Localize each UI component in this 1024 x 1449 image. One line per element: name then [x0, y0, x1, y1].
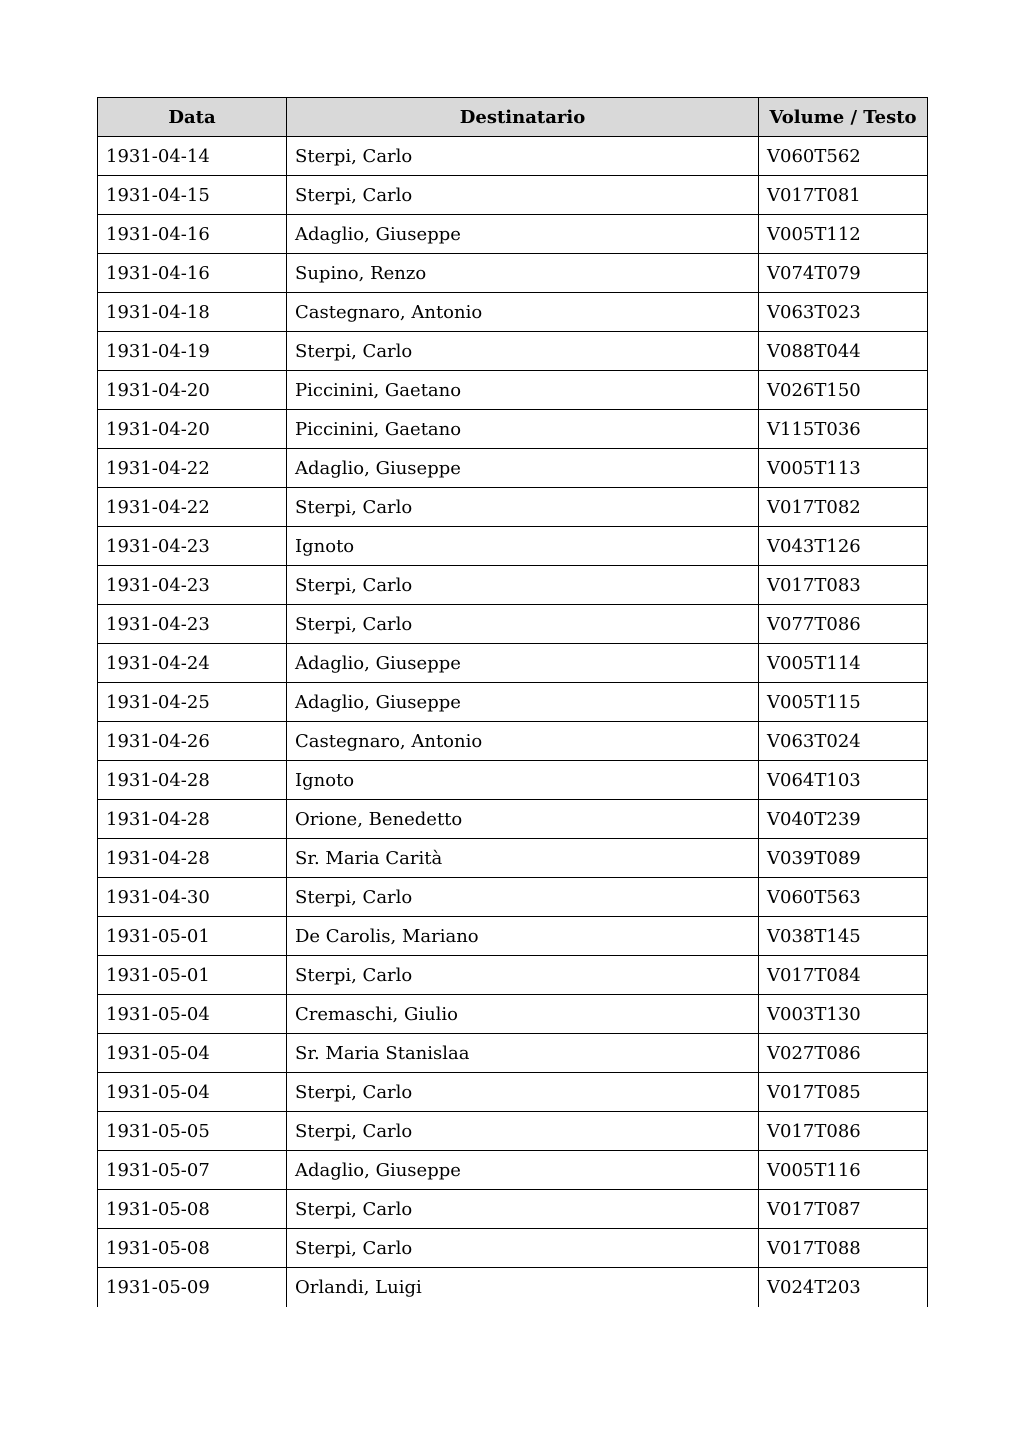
letters-table: [97, 97, 928, 1307]
cell-data: 1931-04-19: [98, 332, 287, 371]
cell-volume-testo: V017T085: [759, 1073, 928, 1112]
table-header-row: [98, 98, 928, 137]
cell-destinatario: Supino, Renzo: [287, 254, 759, 293]
cell-volume-testo: V017T082: [759, 488, 928, 527]
cell-data: 1931-05-05: [98, 1112, 287, 1151]
table-row: [98, 566, 928, 605]
cell-volume-testo: V115T036: [759, 410, 928, 449]
cell-data: 1931-05-04: [98, 1034, 287, 1073]
table-row: [98, 1268, 928, 1307]
table-row: [98, 1073, 928, 1112]
cell-volume-testo: V017T087: [759, 1190, 928, 1229]
cell-destinatario: Sterpi, Carlo: [287, 1073, 759, 1112]
table-row: [98, 332, 928, 371]
table-row: [98, 254, 928, 293]
cell-data: 1931-04-30: [98, 878, 287, 917]
cell-destinatario: Sterpi, Carlo: [287, 605, 759, 644]
cell-volume-testo: V017T086: [759, 1112, 928, 1151]
table-row: [98, 293, 928, 332]
cell-data: 1931-04-16: [98, 254, 287, 293]
cell-destinatario: Sterpi, Carlo: [287, 1112, 759, 1151]
cell-destinatario: Adaglio, Giuseppe: [287, 1151, 759, 1190]
cell-data: 1931-04-22: [98, 488, 287, 527]
cell-destinatario: Castegnaro, Antonio: [287, 722, 759, 761]
cell-volume-testo: V060T562: [759, 137, 928, 176]
cell-destinatario: Sterpi, Carlo: [287, 1229, 759, 1268]
cell-data: 1931-05-01: [98, 956, 287, 995]
table-row: [98, 956, 928, 995]
table-row: [98, 410, 928, 449]
cell-data: 1931-05-01: [98, 917, 287, 956]
table-row: [98, 995, 928, 1034]
cell-destinatario: Sterpi, Carlo: [287, 878, 759, 917]
table-row: [98, 800, 928, 839]
cell-destinatario: Ignoto: [287, 527, 759, 566]
cell-volume-testo: V074T079: [759, 254, 928, 293]
table-row: [98, 878, 928, 917]
cell-data: 1931-04-14: [98, 137, 287, 176]
cell-destinatario: Sterpi, Carlo: [287, 1190, 759, 1229]
cell-data: 1931-04-20: [98, 410, 287, 449]
cell-volume-testo: V039T089: [759, 839, 928, 878]
column-header-data: Data: [98, 98, 287, 137]
cell-destinatario: Sterpi, Carlo: [287, 137, 759, 176]
cell-volume-testo: V017T081: [759, 176, 928, 215]
table-row: [98, 1190, 928, 1229]
cell-destinatario: Orione, Benedetto: [287, 800, 759, 839]
cell-data: 1931-05-08: [98, 1190, 287, 1229]
table-row: [98, 1229, 928, 1268]
cell-volume-testo: V043T126: [759, 527, 928, 566]
cell-volume-testo: V060T563: [759, 878, 928, 917]
cell-data: 1931-05-04: [98, 995, 287, 1034]
cell-volume-testo: V038T145: [759, 917, 928, 956]
cell-volume-testo: V005T116: [759, 1151, 928, 1190]
cell-data: 1931-04-28: [98, 800, 287, 839]
cell-volume-testo: V077T086: [759, 605, 928, 644]
cell-volume-testo: V017T083: [759, 566, 928, 605]
cell-destinatario: Ignoto: [287, 761, 759, 800]
cell-destinatario: Adaglio, Giuseppe: [287, 215, 759, 254]
cell-data: 1931-04-28: [98, 839, 287, 878]
cell-volume-testo: V005T115: [759, 683, 928, 722]
cell-destinatario: Sr. Maria Stanislaa: [287, 1034, 759, 1073]
cell-data: 1931-04-16: [98, 215, 287, 254]
cell-data: 1931-04-22: [98, 449, 287, 488]
table-row: [98, 1151, 928, 1190]
cell-destinatario: Adaglio, Giuseppe: [287, 449, 759, 488]
column-header-volume-testo: Volume / Testo: [759, 98, 928, 137]
cell-data: 1931-04-24: [98, 644, 287, 683]
table-row: [98, 683, 928, 722]
cell-destinatario: Sterpi, Carlo: [287, 488, 759, 527]
cell-data: 1931-05-09: [98, 1268, 287, 1307]
cell-volume-testo: V003T130: [759, 995, 928, 1034]
cell-data: 1931-05-08: [98, 1229, 287, 1268]
cell-volume-testo: V005T112: [759, 215, 928, 254]
cell-volume-testo: V027T086: [759, 1034, 928, 1073]
table-row: [98, 761, 928, 800]
cell-destinatario: Sr. Maria Carità: [287, 839, 759, 878]
cell-volume-testo: V017T084: [759, 956, 928, 995]
document-page: [97, 97, 927, 1307]
cell-data: 1931-04-25: [98, 683, 287, 722]
table-row: [98, 644, 928, 683]
table-row: [98, 137, 928, 176]
table-body: [98, 137, 928, 1307]
cell-volume-testo: V088T044: [759, 332, 928, 371]
cell-destinatario: Sterpi, Carlo: [287, 956, 759, 995]
cell-data: 1931-04-26: [98, 722, 287, 761]
cell-destinatario: Piccinini, Gaetano: [287, 410, 759, 449]
table-row: [98, 176, 928, 215]
cell-volume-testo: V024T203: [759, 1268, 928, 1307]
cell-destinatario: Orlandi, Luigi: [287, 1268, 759, 1307]
cell-volume-testo: V005T113: [759, 449, 928, 488]
cell-data: 1931-04-15: [98, 176, 287, 215]
cell-volume-testo: V063T023: [759, 293, 928, 332]
column-header-destinatario: Destinatario: [287, 98, 759, 137]
cell-destinatario: Sterpi, Carlo: [287, 332, 759, 371]
table-row: [98, 839, 928, 878]
table-row: [98, 722, 928, 761]
table-row: [98, 605, 928, 644]
cell-volume-testo: V063T024: [759, 722, 928, 761]
cell-volume-testo: V017T088: [759, 1229, 928, 1268]
table-row: [98, 488, 928, 527]
cell-destinatario: Sterpi, Carlo: [287, 566, 759, 605]
cell-volume-testo: V026T150: [759, 371, 928, 410]
cell-destinatario: Adaglio, Giuseppe: [287, 683, 759, 722]
cell-destinatario: Cremaschi, Giulio: [287, 995, 759, 1034]
cell-data: 1931-05-07: [98, 1151, 287, 1190]
table-row: [98, 1034, 928, 1073]
cell-data: 1931-05-04: [98, 1073, 287, 1112]
cell-data: 1931-04-23: [98, 605, 287, 644]
cell-data: 1931-04-23: [98, 566, 287, 605]
cell-destinatario: Castegnaro, Antonio: [287, 293, 759, 332]
table-row: [98, 371, 928, 410]
table-row: [98, 1112, 928, 1151]
cell-volume-testo: V064T103: [759, 761, 928, 800]
cell-destinatario: Piccinini, Gaetano: [287, 371, 759, 410]
cell-data: 1931-04-20: [98, 371, 287, 410]
table-row: [98, 527, 928, 566]
cell-volume-testo: V005T114: [759, 644, 928, 683]
cell-volume-testo: V040T239: [759, 800, 928, 839]
table-row: [98, 449, 928, 488]
cell-destinatario: De Carolis, Mariano: [287, 917, 759, 956]
table-row: [98, 917, 928, 956]
cell-data: 1931-04-23: [98, 527, 287, 566]
cell-destinatario: Sterpi, Carlo: [287, 176, 759, 215]
cell-data: 1931-04-28: [98, 761, 287, 800]
cell-data: 1931-04-18: [98, 293, 287, 332]
cell-destinatario: Adaglio, Giuseppe: [287, 644, 759, 683]
table-row: [98, 215, 928, 254]
